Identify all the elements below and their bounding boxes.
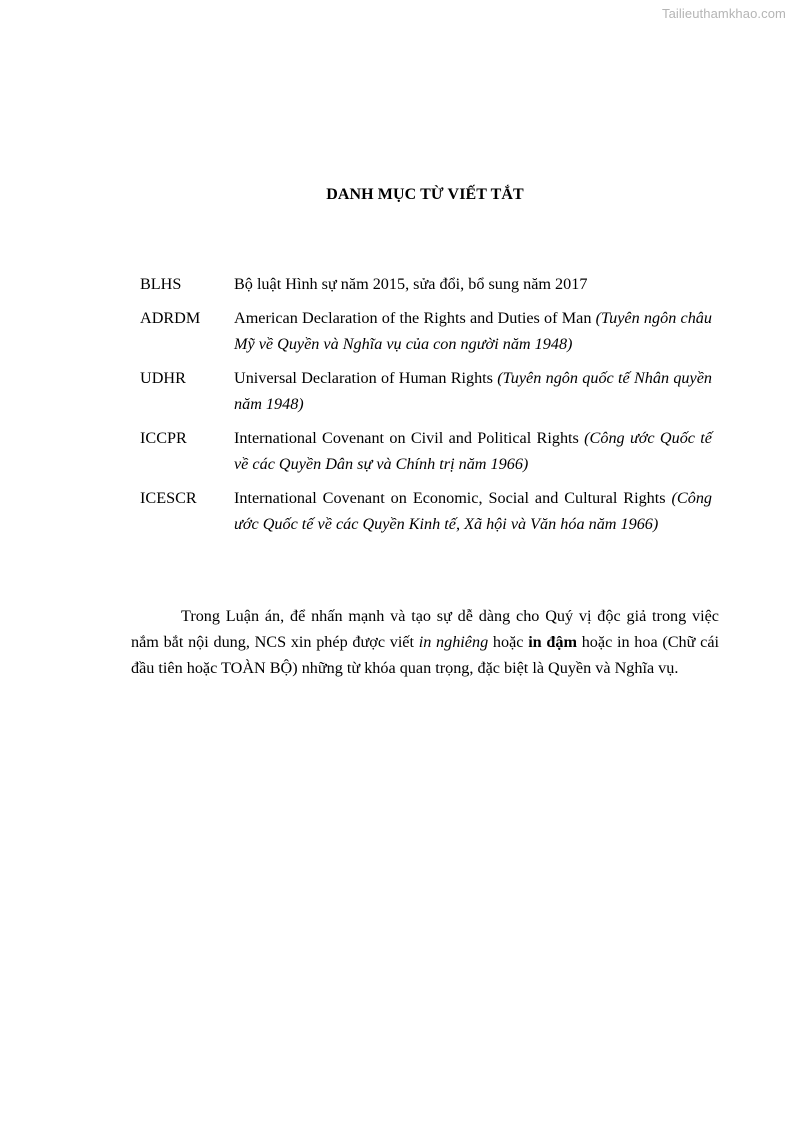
abbreviation-list <box>140 271 712 545</box>
abbreviation-term: ICESCR <box>140 489 197 507</box>
abbreviation-definition <box>234 365 712 417</box>
definition-text: Universal Declaration of Human Rights <box>234 369 498 387</box>
definition-text: International Covenant on Civil and Political Rights <box>234 429 585 447</box>
note-text: hoặc in hoa (Chữ cái đầu tiên hoặc TOÀN BỘ) những từ khóa quan trọng, đặc biệt là Quyền và Nghĩa vụ. <box>131 633 719 678</box>
abbreviation-row <box>140 305 712 357</box>
note-text: Trong Luận án, để nhấn mạnh và tạo sự dễ dàng cho Quý vị độc giả trong việc nắm bắt nội dung, NCS xin phép được viết <box>131 607 719 652</box>
definition-translation: (Tuyên ngôn quốc tế Nhân quyền năm 1948) <box>234 369 712 413</box>
definition-translation: (Tuyên ngôn châu Mỹ về Quyền và Nghĩa vụ của con người năm 1948) <box>234 309 712 353</box>
definition-text: Bộ luật Hình sự năm 2015, sửa đổi, bổ sung năm 2017 <box>234 275 588 293</box>
abbreviation-definition <box>234 271 712 297</box>
abbreviation-row <box>140 365 712 417</box>
definition-text: American Declaration of the Rights and Duties of Man <box>234 309 596 327</box>
note-bold-text: in đậm <box>528 633 577 652</box>
definition-translation: (Công ước Quốc tế về các Quyền Dân sự và Chính trị năm 1966) <box>234 429 712 473</box>
note-italic-text: in nghiêng <box>418 633 489 652</box>
watermark-text: Tailieuthamkhao.com <box>661 6 786 21</box>
abbreviation-definition <box>234 425 712 477</box>
abbreviation-term: ADRDM <box>140 309 201 327</box>
abbreviation-term: BLHS <box>140 275 182 293</box>
note-text: hoặc <box>488 633 529 652</box>
definition-text: International Covenant on Economic, Social and Cultural Rights <box>234 489 672 507</box>
abbreviation-term: UDHR <box>140 369 186 387</box>
abbreviation-term: ICCPR <box>140 429 187 447</box>
abbreviation-row <box>140 425 712 477</box>
abbreviation-definition <box>234 485 712 537</box>
definition-translation: (Công ước Quốc tế về các Quyền Kinh tế, Xã hội và Văn hóa năm 1966) <box>234 489 712 533</box>
abbreviation-row <box>140 271 712 297</box>
page-title: DANH MỤC TỪ VIẾT TẮT <box>326 186 524 203</box>
note-paragraph <box>131 603 719 681</box>
abbreviation-definition <box>234 305 712 357</box>
abbreviation-row <box>140 485 712 537</box>
